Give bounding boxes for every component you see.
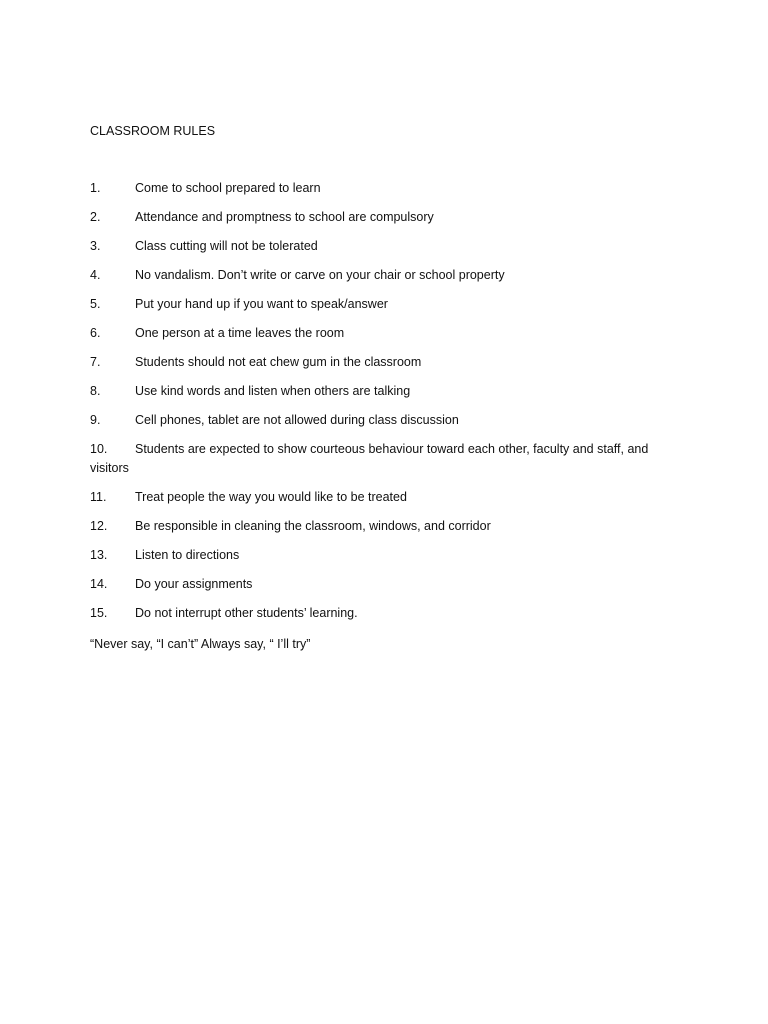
list-item [90, 382, 690, 401]
rule-number: 15. [90, 606, 108, 620]
rule-text: Do not interrupt other students’ learning. [135, 606, 358, 620]
rule-number: 6. [90, 326, 101, 340]
list-item [90, 411, 690, 430]
rule-text: Students should not eat chew gum in the classroom [135, 355, 422, 369]
rule-text: Cell phones, tablet are not allowed during class discussion [135, 413, 459, 427]
rule-number: 2. [90, 210, 101, 224]
rules-list [90, 179, 690, 633]
rule-text: Attendance and promptness to school are compulsory [135, 210, 434, 224]
list-item [90, 266, 690, 285]
rule-number: 13. [90, 548, 108, 562]
rule-number: 8. [90, 384, 101, 398]
rule-number: 1. [90, 181, 101, 195]
list-item [90, 546, 690, 565]
document-title: CLASSROOM RULES [90, 124, 216, 138]
rule-text: No vandalism. Don’t write or carve on your chair or school property [135, 268, 505, 282]
rule-text: Be responsible in cleaning the classroom, windows, and corridor [135, 519, 491, 533]
rule-text: Treat people the way you would like to be treated [135, 490, 407, 504]
list-item [90, 179, 690, 198]
list-item [90, 488, 690, 507]
rule-number: 5. [90, 297, 101, 311]
list-item [90, 353, 690, 372]
closing-quote: “Never say, “I can’t” Always say, “ I’ll try” [90, 637, 311, 651]
rule-number: 12. [90, 519, 108, 533]
rule-number: 4. [90, 268, 101, 282]
rule-number: 9. [90, 413, 101, 427]
rule-text: Do your assignments [135, 577, 253, 591]
rule-text: One person at a time leaves the room [135, 326, 345, 340]
list-item [90, 295, 690, 314]
list-item [90, 208, 690, 227]
rule-text: Put your hand up if you want to speak/answer [135, 297, 388, 311]
list-item [90, 440, 690, 478]
rule-number: 11. [90, 490, 107, 504]
list-item [90, 604, 690, 623]
rule-text: Listen to directions [135, 548, 240, 562]
rule-number: 10. [90, 442, 108, 456]
rule-text: Come to school prepared to learn [135, 181, 321, 195]
rule-number: 14. [90, 577, 108, 591]
rule-text: Use kind words and listen when others are talking [135, 384, 411, 398]
list-item [90, 324, 690, 343]
list-item [90, 237, 690, 256]
list-item [90, 575, 690, 594]
rule-text: Students are expected to show courteous behaviour toward each other, faculty and staff, and visitors [90, 442, 649, 475]
rule-number: 7. [90, 355, 101, 369]
list-item [90, 517, 690, 536]
rule-number: 3. [90, 239, 101, 253]
rule-text: Class cutting will not be tolerated [135, 239, 318, 253]
